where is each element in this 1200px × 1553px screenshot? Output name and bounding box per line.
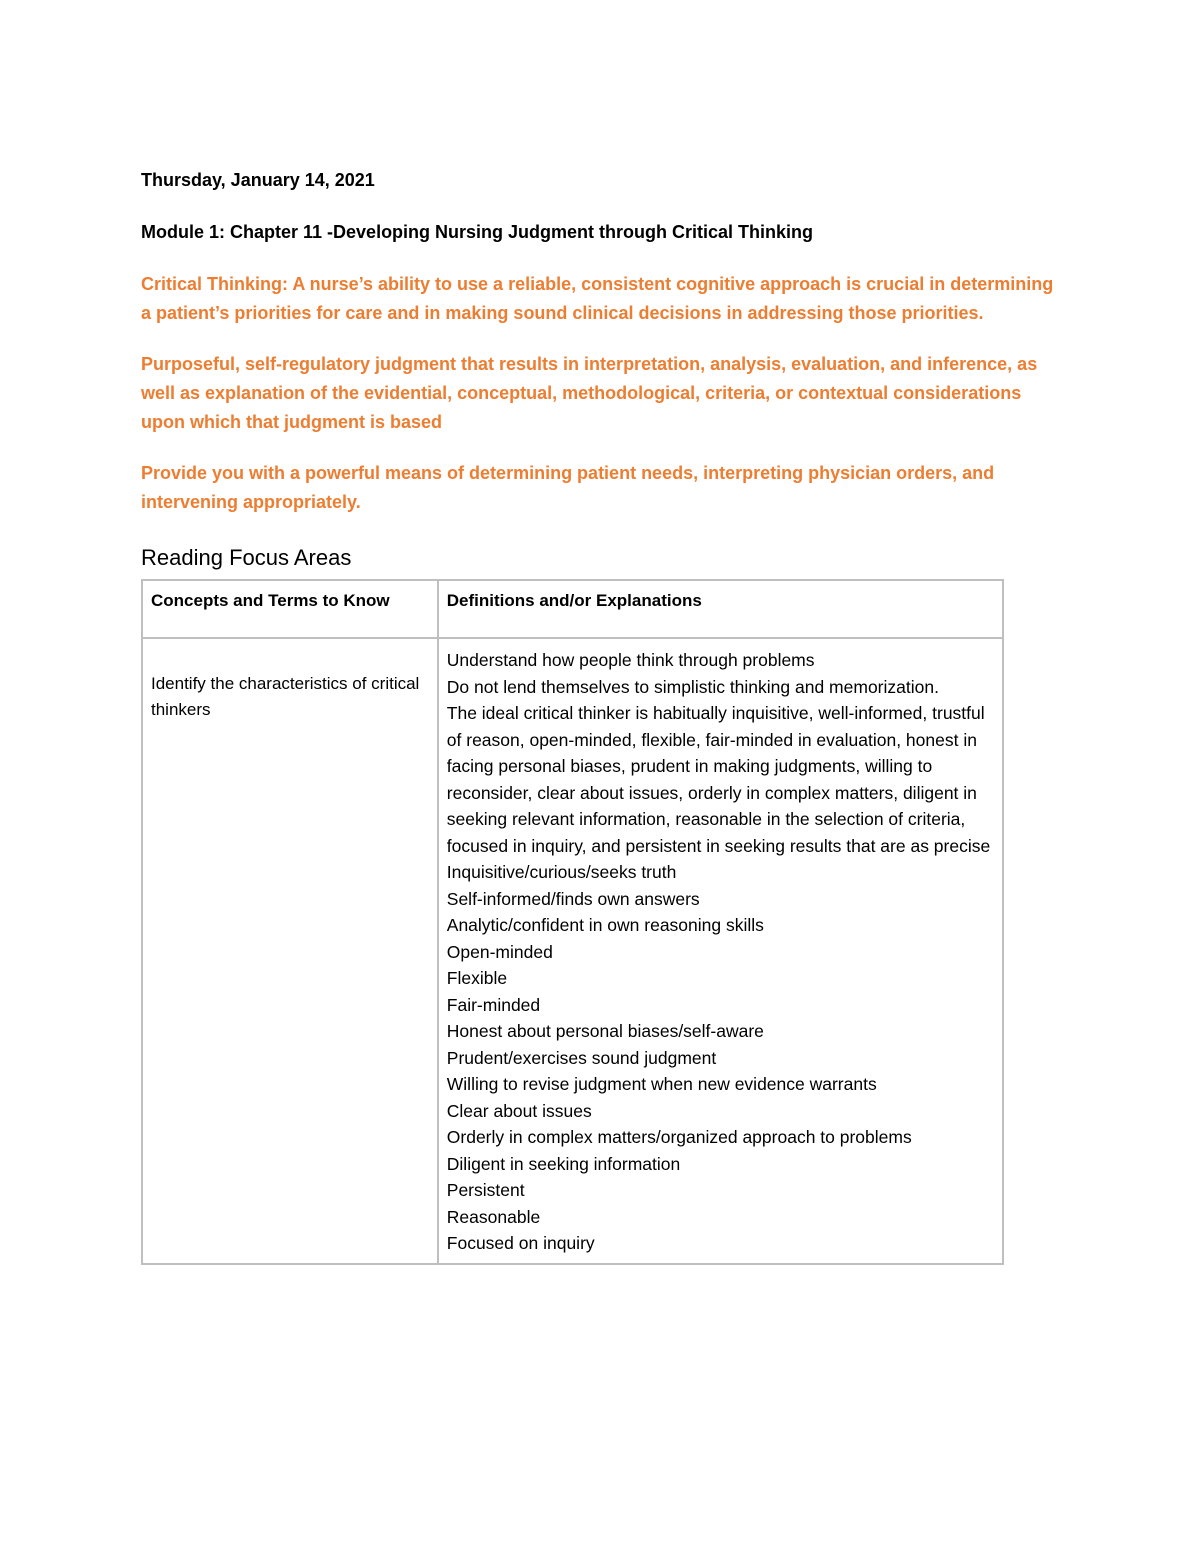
- definition-line: Clear about issues: [446, 1100, 592, 1121]
- definition-line: Orderly in complex matters/organized approach to problems: [446, 1127, 912, 1147]
- definition-line: Analytic/confident in own reasoning skills: [446, 915, 764, 935]
- section-heading: Reading Focus Areas: [141, 545, 352, 570]
- table-header-definitions: Definitions and/or Explanations: [438, 580, 1003, 638]
- definition-line: Open-minded: [446, 941, 553, 962]
- definition-line: Persistent: [446, 1180, 525, 1200]
- document-date: Thursday, January 14, 2021: [141, 170, 375, 190]
- powerful-means-paragraph: Provide you with a powerful means of determining patient needs, interpreting physician orders, and intervening appropriately.: [141, 463, 995, 512]
- definition-line: Inquisitive/curious/seeks truth: [446, 862, 677, 882]
- definition-line: Understand how people think through problems: [446, 650, 815, 670]
- table-header-concepts: Concepts and Terms to Know: [142, 580, 438, 638]
- definition-line: Prudent/exercises sound judgment: [446, 1047, 717, 1068]
- definition-line: Self-informed/finds own answers: [446, 888, 700, 909]
- module-title: Module 1: Chapter 11 -Developing Nursing Judgment through Critical Thinking: [141, 222, 814, 242]
- definition-line: Flexible: [446, 968, 508, 988]
- definition-line: Fair-minded: [446, 994, 541, 1015]
- definition-line: The ideal critical thinker is habitually inquisitive, well-informed, trustful of reason, open-minded, flexible, fair-minded in evaluation, honest in facing personal biases, prudent in making judgments, willing to reconsider, clear about issues, orderly in complex matters, diligent in seeking relevant information, reasonable in the selection of criteria, focused in inquiry, and persistent in seeking results that are as precise: [446, 703, 991, 856]
- definition-line: Focused on inquiry: [446, 1233, 595, 1253]
- document-page: [141, 166, 1061, 1265]
- definition-line: Diligent in seeking information: [446, 1153, 681, 1174]
- critical-thinking-paragraph: Critical Thinking: A nurse’s ability to use a reliable, consistent cognitive approach is crucial in determining a patient’s priorities for care and in making sound clinical decisions in addressing those priorities.: [141, 274, 1054, 323]
- table-cell-definitions: [438, 638, 1003, 1264]
- definition-line: Willing to revise judgment when new evidence warrants: [446, 1074, 877, 1094]
- definition-line: Do not lend themselves to simplistic thinking and memorization.: [446, 676, 939, 697]
- definition-line: Reasonable: [446, 1206, 541, 1227]
- table-cell-concept: Identify the characteristics of critical thinkers: [142, 638, 438, 1264]
- reading-focus-table: [141, 579, 1004, 1265]
- definition-line: Honest about personal biases/self-aware: [446, 1021, 764, 1041]
- table-row: [142, 638, 1003, 1264]
- table-header-row: [142, 580, 1003, 638]
- judgment-paragraph: Purposeful, self-regulatory judgment that results in interpretation, analysis, evaluation, and inference, as well as explanation of the evidential, conceptual, methodological, criteria, or contextual considerations upon which that judgment is based: [141, 354, 1038, 432]
